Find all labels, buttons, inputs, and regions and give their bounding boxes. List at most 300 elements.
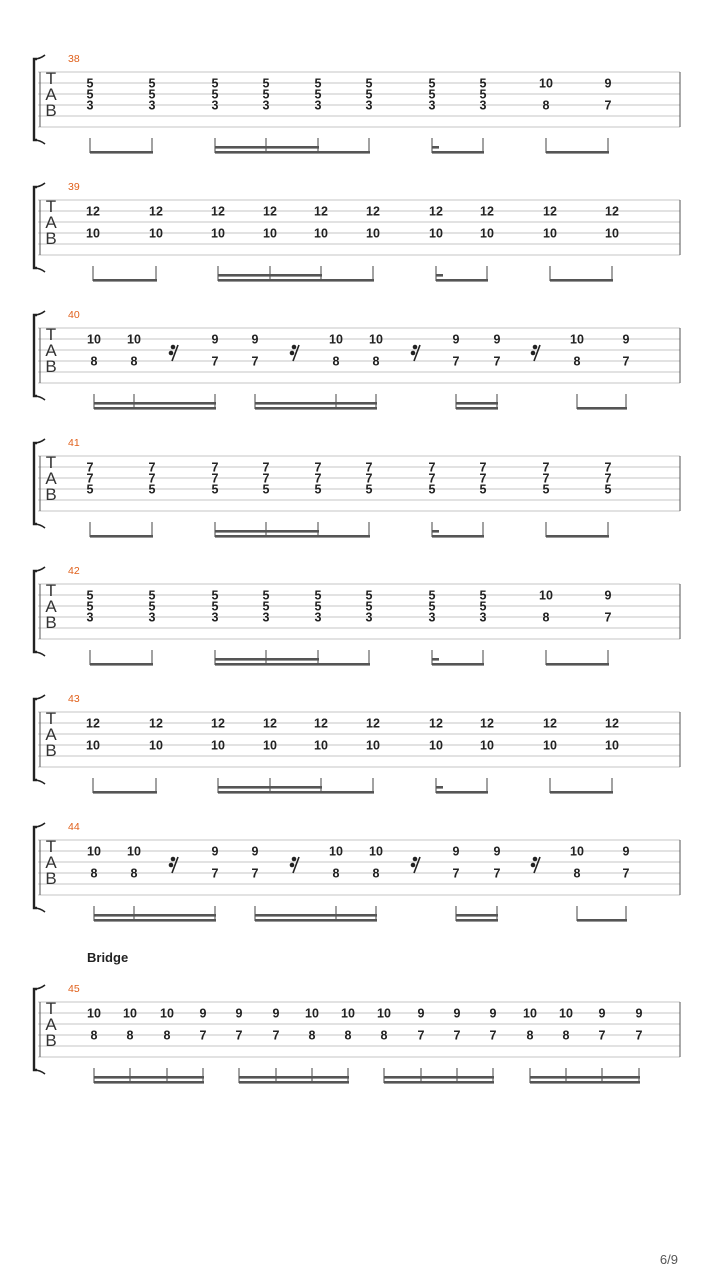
fret-number: 8 xyxy=(332,866,340,881)
beam xyxy=(432,663,484,666)
fret-number: 10 xyxy=(211,738,225,753)
fret-number: 9 xyxy=(489,1006,497,1021)
fret-number: 9 xyxy=(417,1006,425,1021)
fret-number: 5 xyxy=(542,482,550,497)
fret-number: 7 xyxy=(262,460,270,475)
beam xyxy=(384,1081,494,1084)
note-column xyxy=(539,589,553,666)
fret-number: 7 xyxy=(604,98,612,113)
measure-number: 45 xyxy=(68,983,80,995)
fret-number: 12 xyxy=(543,716,557,731)
fret-number: 5 xyxy=(604,482,612,497)
fret-number: 8 xyxy=(130,354,138,369)
sixteenth-rest-icon xyxy=(531,345,540,361)
beam xyxy=(94,407,216,410)
rest-dot xyxy=(171,345,176,350)
fret-number: 7 xyxy=(211,866,219,881)
measure-number: 39 xyxy=(68,181,80,193)
fret-number: 7 xyxy=(148,471,156,486)
tab-system xyxy=(34,437,680,538)
fret-number: 9 xyxy=(235,1006,243,1021)
fret-number: 10 xyxy=(543,738,557,753)
fret-number: 5 xyxy=(262,482,270,497)
fret-number: 5 xyxy=(314,588,322,603)
note-column xyxy=(86,717,100,794)
note-column xyxy=(366,205,380,282)
beam xyxy=(215,535,370,538)
tab-system xyxy=(34,693,680,794)
fret-number: 5 xyxy=(428,87,436,102)
beam-stub xyxy=(436,274,443,277)
sixteenth-rest-icon xyxy=(169,345,178,361)
fret-number: 7 xyxy=(622,866,630,881)
note-column xyxy=(369,845,383,922)
fret-number: 9 xyxy=(199,1006,207,1021)
note-column xyxy=(480,717,494,794)
fret-number: 12 xyxy=(605,716,619,731)
note-column xyxy=(212,77,219,154)
tab-clef-letter: T xyxy=(45,837,57,856)
rest-dot xyxy=(411,351,416,356)
bracket-bottom-curl xyxy=(34,268,45,272)
beam xyxy=(436,791,488,794)
note-column xyxy=(494,845,501,922)
note-column xyxy=(127,333,141,410)
note-column xyxy=(149,77,156,154)
rest-dot xyxy=(169,863,174,868)
fret-number: 5 xyxy=(148,599,156,614)
note-column xyxy=(200,1007,207,1084)
beam xyxy=(577,919,627,922)
system-bracket xyxy=(34,443,37,524)
fret-number: 7 xyxy=(235,1028,243,1043)
note-column xyxy=(543,205,557,282)
fret-number: 8 xyxy=(542,610,550,625)
note-column xyxy=(366,589,373,666)
note-column xyxy=(539,77,553,154)
page-number: 6/9 xyxy=(659,1252,678,1267)
tab-clef-letter: B xyxy=(45,869,57,888)
note-column xyxy=(149,205,163,282)
note-column xyxy=(605,205,619,282)
fret-number: 9 xyxy=(251,844,259,859)
fret-number: 8 xyxy=(372,354,380,369)
sixteenth-rest-icon xyxy=(531,857,540,873)
fret-number: 7 xyxy=(314,471,322,486)
note-column xyxy=(211,205,225,282)
fret-number: 5 xyxy=(479,482,487,497)
fret-number: 3 xyxy=(262,610,270,625)
fret-number: 8 xyxy=(130,866,138,881)
tab-clef-letter: A xyxy=(45,341,57,360)
bracket-bottom-curl xyxy=(34,396,45,400)
fret-number: 10 xyxy=(429,738,443,753)
rest-dot xyxy=(413,345,418,350)
rest-dot xyxy=(533,345,538,350)
fret-number: 7 xyxy=(314,460,322,475)
fret-number: 10 xyxy=(480,738,494,753)
fret-number: 12 xyxy=(543,204,557,219)
fret-number: 5 xyxy=(262,76,270,91)
fret-number: 5 xyxy=(314,599,322,614)
fret-number: 5 xyxy=(428,599,436,614)
fret-number: 9 xyxy=(493,332,501,347)
fret-number: 12 xyxy=(480,204,494,219)
fret-number: 5 xyxy=(365,76,373,91)
tab-clef-letter: B xyxy=(45,485,57,504)
fret-number: 3 xyxy=(314,98,322,113)
note-column xyxy=(366,77,373,154)
fret-number: 7 xyxy=(365,471,373,486)
measure-number: 40 xyxy=(68,309,80,321)
note-column xyxy=(453,845,460,922)
bracket-top-curl xyxy=(34,823,45,827)
note-column xyxy=(263,717,277,794)
fret-number: 9 xyxy=(251,332,259,347)
fret-number: 12 xyxy=(366,716,380,731)
beam xyxy=(546,535,609,538)
fret-number: 9 xyxy=(452,844,460,859)
beam xyxy=(577,407,627,410)
system-bracket xyxy=(34,59,37,140)
rest-dot xyxy=(292,345,297,350)
fret-number: 5 xyxy=(428,588,436,603)
fret-number: 7 xyxy=(211,460,219,475)
fret-number: 3 xyxy=(479,610,487,625)
fret-number: 9 xyxy=(604,588,612,603)
beam xyxy=(218,274,322,277)
fret-number: 7 xyxy=(493,354,501,369)
beam-stub xyxy=(432,146,439,149)
fret-number: 12 xyxy=(86,716,100,731)
note-column xyxy=(315,461,322,538)
fret-number: 10 xyxy=(127,332,141,347)
beam xyxy=(384,1076,494,1079)
tab-clef-letter: T xyxy=(45,581,57,600)
fret-number: 10 xyxy=(86,738,100,753)
fret-number: 9 xyxy=(211,844,219,859)
fret-number: 12 xyxy=(149,204,163,219)
note-column xyxy=(429,589,436,666)
tab-system xyxy=(34,309,680,410)
fret-number: 5 xyxy=(148,87,156,102)
fret-number: 10 xyxy=(329,844,343,859)
note-column xyxy=(273,1007,280,1084)
tab-clef-letter: A xyxy=(45,85,57,104)
fret-number: 7 xyxy=(272,1028,280,1043)
beam-stub xyxy=(432,530,439,533)
fret-number: 12 xyxy=(366,204,380,219)
note-column xyxy=(366,717,380,794)
fret-number: 3 xyxy=(262,98,270,113)
fret-number: 5 xyxy=(428,482,436,497)
fret-number: 10 xyxy=(263,738,277,753)
beam xyxy=(218,279,374,282)
fret-number: 5 xyxy=(211,588,219,603)
beam xyxy=(255,919,377,922)
tab-clef-letter: T xyxy=(45,453,57,472)
beam xyxy=(90,663,153,666)
beam xyxy=(94,1076,204,1079)
note-column xyxy=(160,1007,174,1084)
note-column xyxy=(429,717,443,794)
tab-clef-letter: A xyxy=(45,469,57,488)
fret-number: 3 xyxy=(211,610,219,625)
fret-number: 10 xyxy=(160,1006,174,1021)
note-column xyxy=(314,205,328,282)
beam xyxy=(94,402,216,405)
tab-system xyxy=(34,565,680,666)
rest-dot xyxy=(531,863,536,868)
note-column xyxy=(605,717,619,794)
note-column xyxy=(429,77,436,154)
beam xyxy=(550,279,613,282)
fret-number: 10 xyxy=(87,844,101,859)
tab-clef-letter: A xyxy=(45,853,57,872)
note-column xyxy=(494,333,501,410)
fret-number: 3 xyxy=(148,98,156,113)
tab-clef-letter: B xyxy=(45,613,57,632)
fret-number: 3 xyxy=(365,98,373,113)
note-column xyxy=(480,461,487,538)
beam xyxy=(432,151,484,154)
tab-clef-letter: B xyxy=(45,357,57,376)
fret-number: 10 xyxy=(211,226,225,241)
fret-number: 12 xyxy=(211,204,225,219)
beam xyxy=(239,1081,349,1084)
fret-number: 12 xyxy=(149,716,163,731)
fret-number: 12 xyxy=(429,716,443,731)
fret-number: 8 xyxy=(90,866,98,881)
fret-number: 12 xyxy=(314,716,328,731)
fret-number: 7 xyxy=(453,1028,461,1043)
sixteenth-rest-icon xyxy=(290,345,299,361)
fret-number: 8 xyxy=(372,866,380,881)
beam xyxy=(239,1076,349,1079)
rest-dot xyxy=(411,863,416,868)
note-column xyxy=(429,205,443,282)
note-column xyxy=(523,1007,537,1084)
note-column xyxy=(366,461,373,538)
tab-system xyxy=(34,181,680,282)
note-column xyxy=(605,589,612,666)
fret-number: 8 xyxy=(126,1028,134,1043)
system-bracket xyxy=(34,571,37,652)
note-column xyxy=(636,1007,643,1084)
fret-number: 9 xyxy=(622,844,630,859)
bracket-top-curl xyxy=(34,55,45,59)
fret-number: 7 xyxy=(493,866,501,881)
fret-number: 5 xyxy=(211,76,219,91)
beam xyxy=(215,146,319,149)
fret-number: 7 xyxy=(86,460,94,475)
note-column xyxy=(263,589,270,666)
fret-number: 7 xyxy=(489,1028,497,1043)
note-column xyxy=(149,589,156,666)
fret-number: 7 xyxy=(262,471,270,486)
beam xyxy=(215,151,370,154)
fret-number: 8 xyxy=(562,1028,570,1043)
fret-number: 10 xyxy=(605,226,619,241)
fret-number: 10 xyxy=(480,226,494,241)
beam xyxy=(218,791,374,794)
bracket-bottom-curl xyxy=(34,652,45,656)
note-column xyxy=(623,845,630,922)
bracket-bottom-curl xyxy=(34,1070,45,1074)
fret-number: 5 xyxy=(314,76,322,91)
note-column xyxy=(149,461,156,538)
bracket-bottom-curl xyxy=(34,908,45,912)
fret-number: 3 xyxy=(314,610,322,625)
fret-number: 7 xyxy=(635,1028,643,1043)
note-column xyxy=(480,589,487,666)
beam xyxy=(94,1081,204,1084)
beam xyxy=(456,402,498,405)
beam xyxy=(436,279,488,282)
bracket-bottom-curl xyxy=(34,140,45,144)
fret-number: 10 xyxy=(149,738,163,753)
note-column xyxy=(329,333,343,410)
note-column xyxy=(212,461,219,538)
rest-dot xyxy=(531,351,536,356)
fret-number: 8 xyxy=(573,866,581,881)
fret-number: 7 xyxy=(251,354,259,369)
note-column xyxy=(559,1007,573,1084)
tab-clef-letter: T xyxy=(45,325,57,344)
note-column xyxy=(87,1007,101,1084)
tab-clef-letter: T xyxy=(45,197,57,216)
fret-number: 9 xyxy=(635,1006,643,1021)
fret-number: 7 xyxy=(365,460,373,475)
note-column xyxy=(377,1007,391,1084)
fret-number: 5 xyxy=(365,87,373,102)
note-column xyxy=(314,717,328,794)
note-column xyxy=(263,205,277,282)
note-column xyxy=(212,589,219,666)
fret-number: 7 xyxy=(604,610,612,625)
note-column xyxy=(252,845,259,922)
fret-number: 10 xyxy=(127,844,141,859)
beam xyxy=(530,1076,640,1079)
fret-number: 3 xyxy=(428,610,436,625)
section-label: Bridge xyxy=(87,950,129,965)
beam xyxy=(255,402,377,405)
fret-number: 12 xyxy=(605,204,619,219)
system-bracket xyxy=(34,989,37,1070)
fret-number: 9 xyxy=(622,332,630,347)
fret-number: 3 xyxy=(479,98,487,113)
fret-number: 7 xyxy=(542,460,550,475)
fret-number: 10 xyxy=(570,844,584,859)
note-column xyxy=(263,461,270,538)
fret-number: 5 xyxy=(262,588,270,603)
fret-number: 3 xyxy=(428,98,436,113)
beam xyxy=(550,791,613,794)
note-column xyxy=(123,1007,137,1084)
note-column xyxy=(570,845,584,922)
beam xyxy=(90,151,153,154)
beam xyxy=(93,279,157,282)
measure-number: 41 xyxy=(68,437,80,449)
beam xyxy=(90,535,153,538)
note-column xyxy=(305,1007,319,1084)
fret-number: 8 xyxy=(344,1028,352,1043)
beam xyxy=(215,530,319,533)
fret-number: 10 xyxy=(543,226,557,241)
note-column xyxy=(543,461,550,538)
note-column xyxy=(599,1007,606,1084)
fret-number: 12 xyxy=(429,204,443,219)
note-column xyxy=(453,333,460,410)
note-column xyxy=(490,1007,497,1084)
tab-clef-letter: B xyxy=(45,741,57,760)
tab-system xyxy=(34,950,680,1084)
note-column xyxy=(570,333,584,410)
system-bracket xyxy=(34,699,37,780)
beam xyxy=(94,919,216,922)
note-column xyxy=(87,77,94,154)
fret-number: 7 xyxy=(542,471,550,486)
note-column xyxy=(454,1007,461,1084)
fret-number: 7 xyxy=(211,354,219,369)
note-column xyxy=(252,333,259,410)
note-column xyxy=(543,717,557,794)
fret-number: 5 xyxy=(86,588,94,603)
fret-number: 5 xyxy=(479,599,487,614)
fret-number: 10 xyxy=(429,226,443,241)
sixteenth-rest-icon xyxy=(411,345,420,361)
fret-number: 12 xyxy=(263,716,277,731)
fret-number: 12 xyxy=(480,716,494,731)
note-column xyxy=(211,717,225,794)
fret-number: 7 xyxy=(211,471,219,486)
measure-number: 44 xyxy=(68,821,80,833)
fret-number: 9 xyxy=(493,844,501,859)
note-column xyxy=(369,333,383,410)
tab-clef-letter: T xyxy=(45,999,57,1018)
beam xyxy=(432,535,484,538)
beam xyxy=(456,919,498,922)
beam xyxy=(255,914,377,917)
tab-clef-letter: B xyxy=(45,1031,57,1050)
note-column xyxy=(212,845,219,922)
note-column xyxy=(605,461,612,538)
fret-number: 7 xyxy=(479,471,487,486)
fret-number: 7 xyxy=(86,471,94,486)
bracket-top-curl xyxy=(34,567,45,571)
fret-number: 10 xyxy=(329,332,343,347)
fret-number: 5 xyxy=(479,588,487,603)
fret-number: 5 xyxy=(148,76,156,91)
fret-number: 12 xyxy=(314,204,328,219)
system-bracket xyxy=(34,315,37,396)
fret-number: 5 xyxy=(148,482,156,497)
rest-dot xyxy=(533,857,538,862)
fret-number: 9 xyxy=(272,1006,280,1021)
fret-number: 8 xyxy=(542,98,550,113)
fret-number: 9 xyxy=(453,1006,461,1021)
fret-number: 7 xyxy=(604,460,612,475)
beam-stub xyxy=(436,786,443,789)
fret-number: 7 xyxy=(148,460,156,475)
fret-number: 7 xyxy=(598,1028,606,1043)
fret-number: 5 xyxy=(86,76,94,91)
fret-number: 10 xyxy=(263,226,277,241)
fret-number: 7 xyxy=(452,354,460,369)
fret-number: 8 xyxy=(90,1028,98,1043)
rest-dot xyxy=(290,863,295,868)
bracket-bottom-curl xyxy=(34,780,45,784)
